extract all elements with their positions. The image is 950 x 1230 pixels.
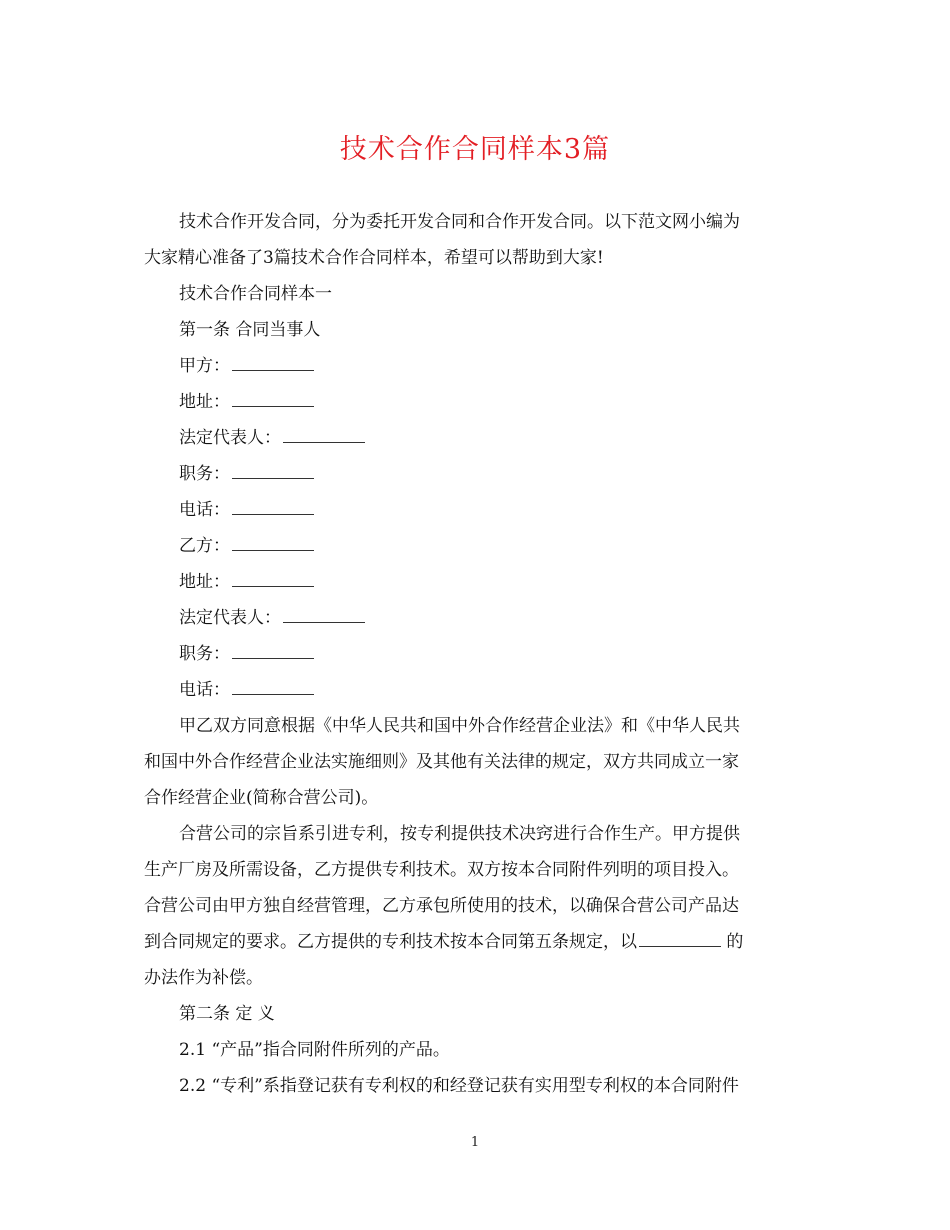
- paragraph-2-line-2: 生产厂房及所需设备，乙方提供专利技术。双方按本合同附件列明的项目投入。: [144, 860, 739, 880]
- paragraph-1-line-3: 合作经营企业(简称合营公司)。: [144, 788, 379, 808]
- field-label: 职务：: [179, 644, 230, 664]
- field-label: 乙方：: [179, 536, 230, 556]
- fill-in-blank: [283, 441, 365, 443]
- fill-in-blank: [232, 369, 314, 371]
- fill-in-blank: [232, 513, 314, 515]
- party-b-position-field: [144, 636, 806, 672]
- intro-line-1: 技术合作开发合同，分为委托开发合同和合作开发合同。以下范文网小编为: [179, 212, 740, 232]
- field-label: 法定代表人：: [179, 608, 281, 628]
- fill-in-blank: [232, 477, 314, 479]
- fill-in-blank: [232, 549, 314, 551]
- article-2-heading: 第二条 定 义: [179, 1004, 275, 1024]
- paragraph-2-line-3: 合营公司由甲方独自经营管理，乙方承包所使用的技术，以确保合营公司产品达: [144, 896, 739, 916]
- paragraph-1-line-1: 甲乙双方同意根据《中华人民共和国中外合作经营企业法》和《中华人民共: [179, 716, 740, 736]
- fill-in-blank: [283, 621, 365, 623]
- article-1-heading: 第一条 合同当事人: [179, 320, 321, 340]
- line-text: 到合同规定的要求。乙方提供的专利技术按本合同第五条规定，以: [144, 932, 637, 952]
- line-text: 的: [726, 932, 744, 952]
- party-b-legal-rep-field: [144, 600, 806, 636]
- field-label: 法定代表人：: [179, 428, 281, 448]
- party-a-position-field: [144, 456, 806, 492]
- field-label: 甲方：: [179, 356, 230, 376]
- field-label: 地址：: [179, 392, 230, 412]
- party-a-address-field: [144, 384, 806, 420]
- fill-in-blank: [232, 693, 314, 695]
- definition-2-1: 2.1 “产品”指合同附件所列的产品。: [179, 1040, 450, 1060]
- paragraph-2-line-1: 合营公司的宗旨系引进专利，按专利提供技术决窍进行合作生产。甲方提供: [179, 824, 740, 844]
- document-body: [144, 204, 806, 1104]
- party-b-name-field: [144, 528, 806, 564]
- page-number: 1: [470, 1135, 480, 1150]
- paragraph-2-line-5: 办法作为补偿。: [144, 968, 263, 988]
- intro-line-2: 大家精心准备了3篇技术合作合同样本，希望可以帮助到大家!: [144, 248, 604, 268]
- fill-in-blank: [232, 405, 314, 407]
- party-a-legal-rep-field: [144, 420, 806, 456]
- party-b-phone-field: [144, 672, 806, 708]
- party-a-phone-field: [144, 492, 806, 528]
- field-label: 电话：: [179, 680, 230, 700]
- field-label: 地址：: [179, 572, 230, 592]
- field-label: 职务：: [179, 464, 230, 484]
- party-b-address-field: [144, 564, 806, 600]
- paragraph-2-line-4: [144, 924, 806, 960]
- definition-2-2: 2.2 “专利”系指登记获有专利权的和经登记获有实用型专利权的本合同附件: [179, 1076, 739, 1096]
- party-a-name-field: [144, 348, 806, 384]
- fill-in-blank: [232, 657, 314, 659]
- paragraph-1-line-2: 和国中外合作经营企业法实施细则》及其他有关法律的规定，双方共同成立一家: [144, 752, 739, 772]
- fill-in-blank: [232, 585, 314, 587]
- field-label: 电话：: [179, 500, 230, 520]
- fill-in-blank: [639, 945, 721, 947]
- document-title: 技术合作合同样本3篇: [339, 134, 611, 165]
- sample-heading: 技术合作合同样本一: [179, 284, 332, 304]
